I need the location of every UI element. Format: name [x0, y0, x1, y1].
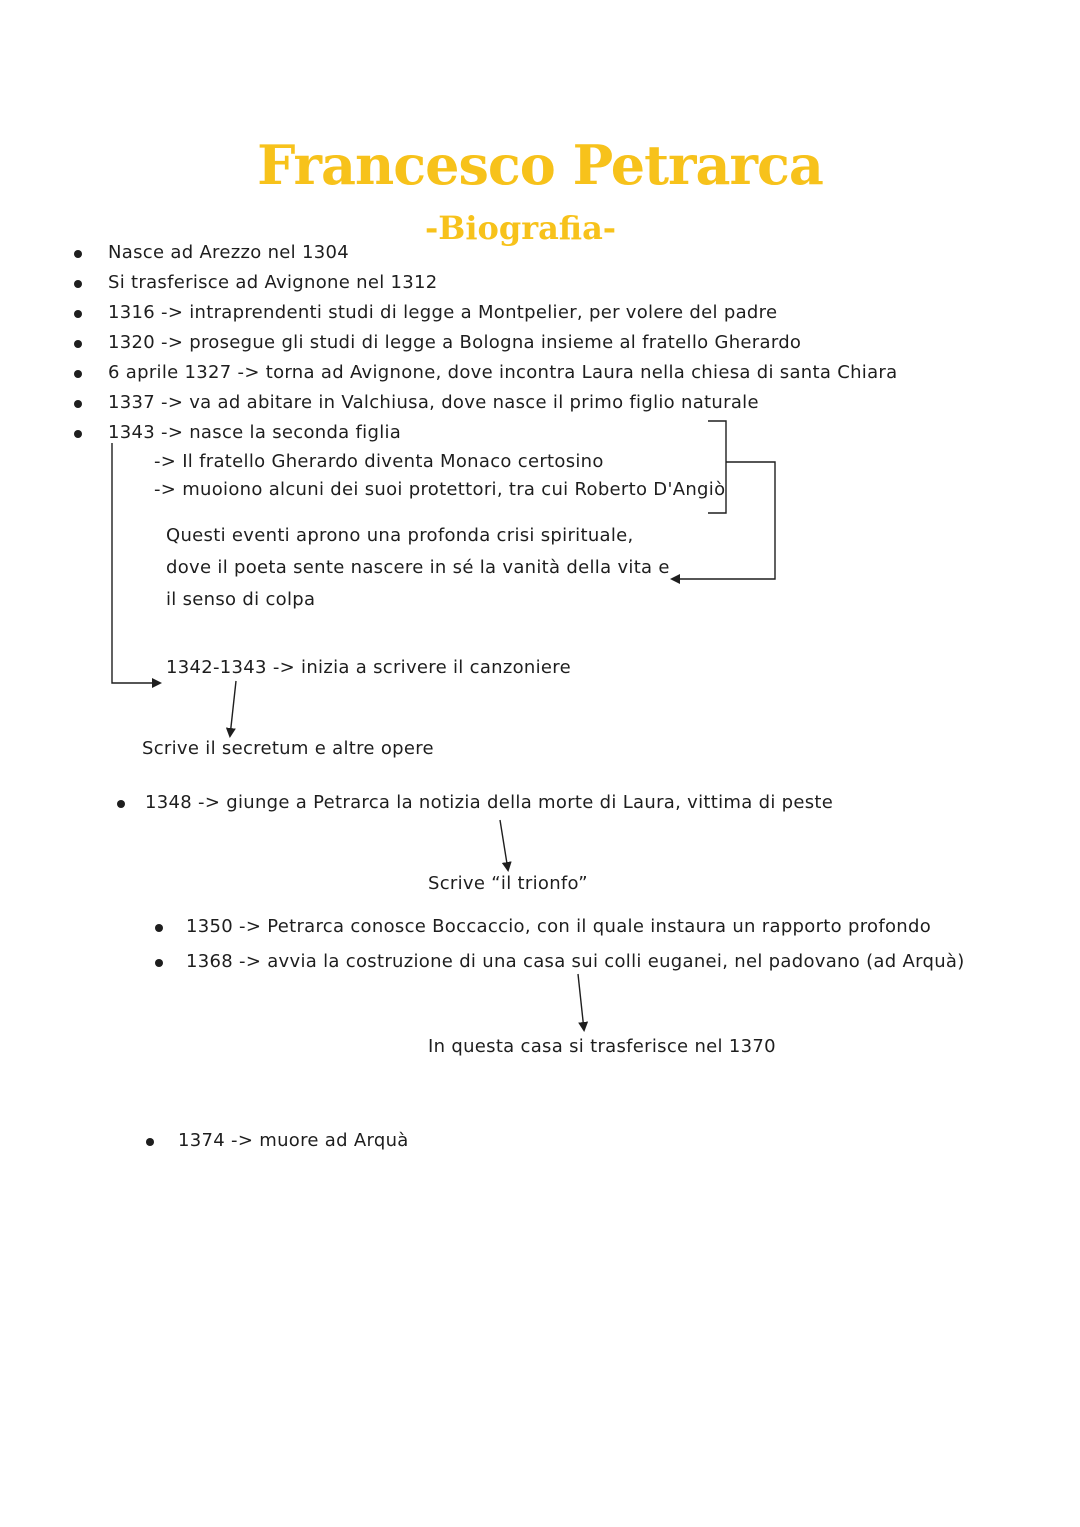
bracket-1343	[708, 421, 726, 513]
bio-item-1368: 1368 -> avvia la costruzione di una casa sui colli euganei, nel padovano (ad Arquà)	[186, 951, 965, 972]
bio-item-1343: 1343 -> nasce la seconda figlia	[108, 422, 402, 443]
arrow-to-canzoniere	[112, 443, 160, 683]
crisis-line-3: il senso di colpa	[166, 589, 316, 610]
bio-item-1320: 1320 -> prosegue gli studi di legge a Bologna insieme al fratello Gherardo	[108, 332, 802, 353]
bio-item-1374: 1374 -> muore ad Arquà	[178, 1130, 409, 1151]
secretum-note: Scrive il secretum e altre opere	[142, 738, 434, 759]
bio-item-1327: 6 aprile 1327 -> torna ad Avignone, dove incontra Laura nella chiesa di santa Chiara	[108, 362, 898, 383]
arqua-note: In questa casa si trasferisce nel 1370	[428, 1036, 776, 1057]
trionfo-note: Scrive “il trionfo”	[428, 873, 588, 894]
sub-item-gherardo: -> Il fratello Gherardo diventa Monaco certosino	[154, 451, 604, 472]
bio-item-1348: 1348 -> giunge a Petrarca la notizia della morte di Laura, vittima di peste	[145, 792, 834, 813]
bio-item-1316: 1316 -> intraprendenti studi di legge a Montpelier, per volere del padre	[108, 302, 778, 323]
bio-item-1304: Nasce ad Arezzo nel 1304	[108, 242, 349, 263]
page-title: Francesco Petrarca	[257, 133, 823, 197]
canzoniere-note: 1342-1343 -> inizia a scrivere il canzoniere	[166, 657, 571, 678]
arrow-to-arqua	[578, 974, 584, 1030]
arrow-to-crisis	[672, 462, 775, 579]
bio-item-1337: 1337 -> va ad abitare in Valchiusa, dove nasce il primo figlio naturale	[108, 392, 759, 413]
page-subtitle: -Biografia-	[425, 209, 617, 247]
crisis-line-2: dove il poeta sente nascere in sé la vanità della vita e	[166, 557, 670, 578]
crisis-line-1: Questi eventi aprono una profonda crisi spirituale,	[166, 525, 634, 546]
bio-item-1350: 1350 -> Petrarca conosce Boccaccio, con il quale instaura un rapporto profondo	[186, 916, 932, 937]
sub-item-protettori: -> muoiono alcuni dei suoi protettori, tra cui Roberto D'Angiò	[154, 479, 726, 500]
arrow-to-trionfo	[500, 820, 508, 870]
bio-item-1312: Si trasferisce ad Avignone nel 1312	[108, 272, 438, 293]
arrow-to-secretum	[230, 681, 236, 736]
